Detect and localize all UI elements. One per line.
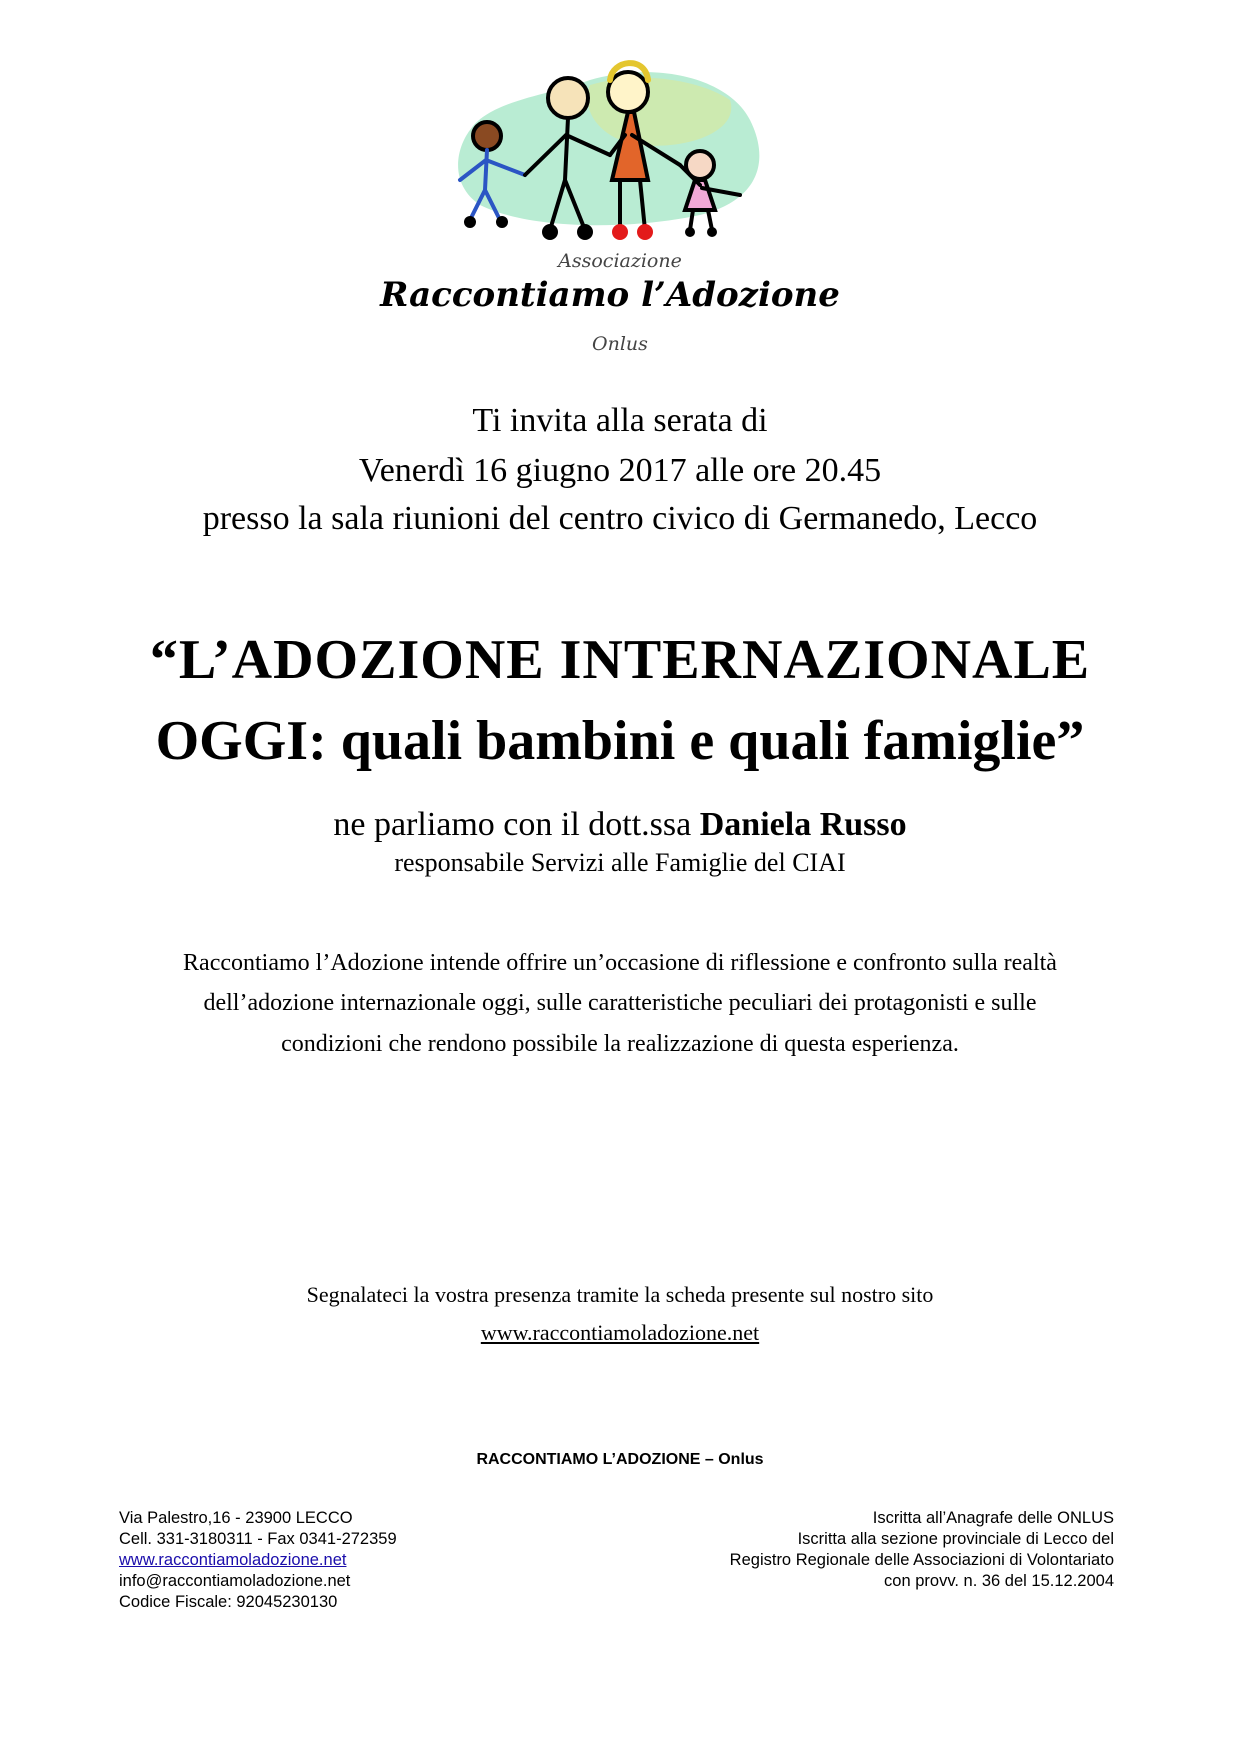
footer-heading: RACCONTIAMO L’ADOZIONE – Onlus xyxy=(476,1451,764,1468)
footer-fiscal-code: Codice Fiscale: 92045230130 xyxy=(119,1593,338,1611)
event-title-line2: OGGI: quali bambini e quali famiglie” xyxy=(155,710,1085,772)
description-line3: condizioni che rendono possibile la realizzazione di questa esperienza. xyxy=(281,1031,959,1057)
signup-link[interactable]: www.raccontiamoladozione.net xyxy=(480,1320,760,1345)
speaker-intro: ne parliamo con il dott.ssa xyxy=(333,806,692,843)
logo-associazione: Associazione xyxy=(558,250,682,272)
description-line2: dell’adozione internazionale oggi, sulle caratteristiche peculiari dei protagonisti e sulle xyxy=(203,990,1037,1016)
logo-name: Raccontiamo l’Adozione xyxy=(380,275,840,315)
footer-web-link[interactable]: www.raccontiamoladozione.net xyxy=(119,1551,347,1569)
speaker-name: Daniela Russo xyxy=(699,806,907,843)
footer-address: Via Palestro,16 - 23900 LECCO xyxy=(119,1509,353,1527)
footer-reg-line3: Registro Regionale delle Associazioni di Volontariato xyxy=(729,1551,1114,1569)
signup-link-wrap xyxy=(0,1320,1240,1346)
footer-contacts xyxy=(119,1508,397,1613)
footer-reg-line4: con provv. n. 36 del 15.12.2004 xyxy=(884,1572,1114,1590)
footer-phone: Cell. 331-3180311 - Fax 0341-272359 xyxy=(119,1530,397,1548)
speaker-line xyxy=(0,806,1240,844)
footer-registration xyxy=(730,1508,1114,1592)
description-line1: Raccontiamo l’Adozione intende offrire un’occasione di riflessione e confronto sulla realtà xyxy=(183,950,1057,976)
speaker-role: responsabile Servizi alle Famiglie del CIAI xyxy=(394,848,846,877)
footer-email: info@raccontiamoladozione.net xyxy=(119,1572,351,1590)
family-logo xyxy=(440,40,820,275)
invite-location: presso la sala riunioni del centro civico di Germanedo, Lecco xyxy=(202,500,1038,537)
footer-reg-line1: Iscritta all’Anagrafe delle ONLUS xyxy=(872,1509,1114,1527)
event-title-line1: “L’ADOZIONE INTERNAZIONALE xyxy=(149,629,1091,691)
footer-reg-line2: Iscritta alla sezione provinciale di Lecco del xyxy=(797,1530,1114,1548)
logo-onlus: Onlus xyxy=(592,333,648,355)
invite-line1: Ti invita alla serata di xyxy=(472,402,768,439)
invite-date: Venerdì 16 giugno 2017 alle ore 20.45 xyxy=(358,452,882,489)
signup-text: Segnalateci la vostra presenza tramite la scheda presente sul nostro sito xyxy=(306,1282,934,1307)
